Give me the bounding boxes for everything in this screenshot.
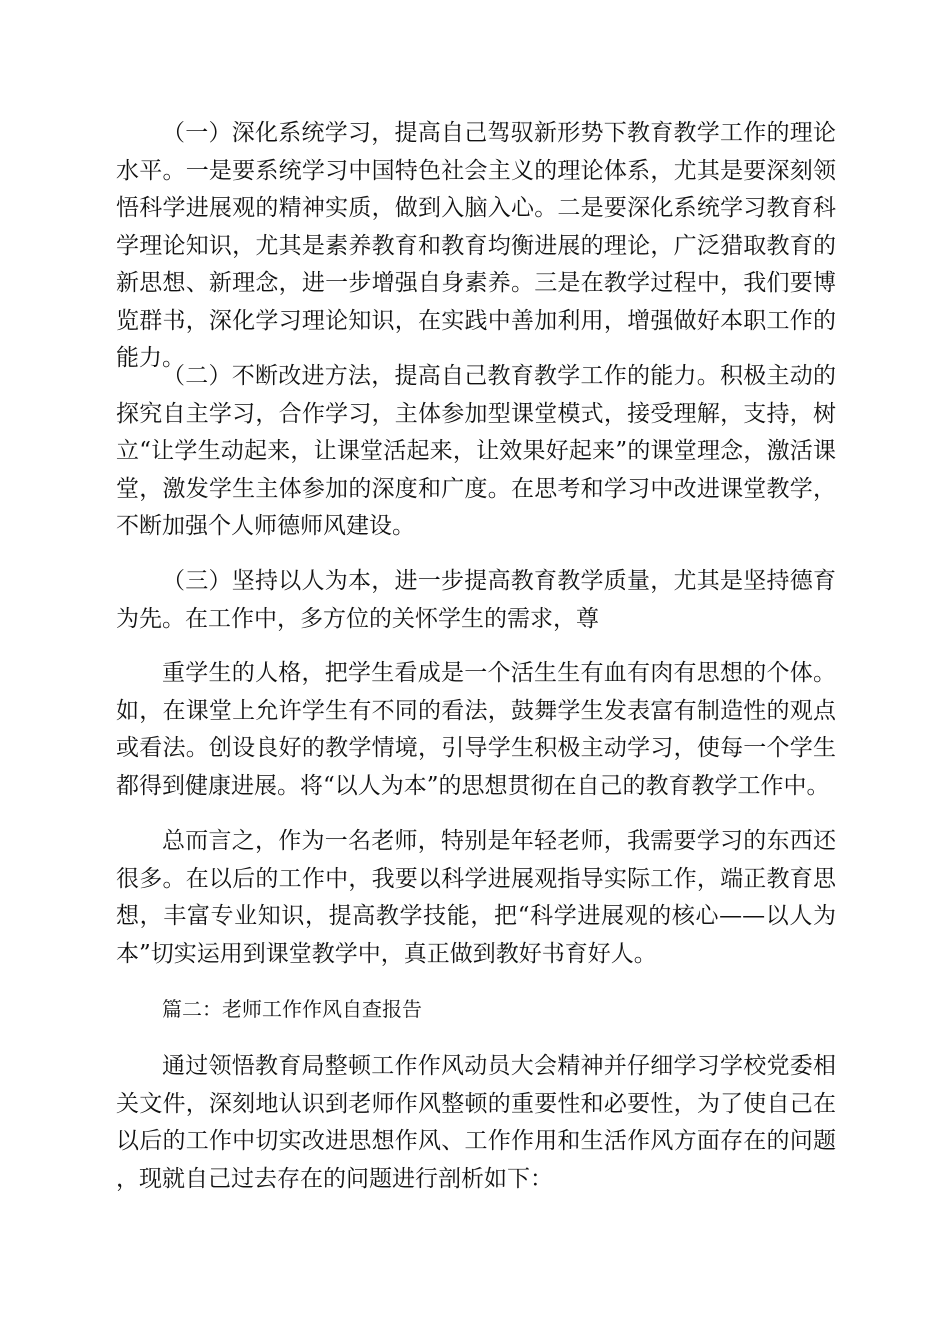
paragraph-study-theory: （一）深化系统学习，提高自己驾驭新形势下教育教学工作的理论水平。一是要系统学习中国特色社会主义的理论体系，尤其是要深刻领悟科学进展观的精神实质，做到入脑入心。二是要深化系统学习教育科学理论知识，尤其是素养教育和教育均衡进展的理论，广泛猎取教育的新思想、新理念，进一步增强自身素养。三是在教学过程中，我们要博览群书，深化学习理论知识，在实践中善加利用，增强做好本职工作的能力。 [116, 120, 836, 371]
paragraph-improve-methods: （二）不断改进方法，提高自己教育教学工作的能力。积极主动的探究自主学习，合作学习，主体参加型课堂模式，接受理解，支持，树立“让学生动起来，让课堂活起来，让效果好起来”的课堂理念，激活课堂，激发学生主体参加的深度和广度。在思考和学习中改进课堂教学，不断加强个人师德师风建设。 [116, 363, 836, 539]
paragraph-people-oriented: （三）坚持以人为本，进一步提高教育教学质量，尤其是坚持德育为先。在工作中，多方位的关怀学生的需求，尊 [116, 568, 836, 632]
paragraph-self-inspection-intro: 通过领悟教育局整顿工作作风动员大会精神并仔细学习学校党委相关文件，深刻地认识到老师作风整顿的重要性和必要性，为了使自己在以后的工作中切实改进思想作风、工作作用和生活作风方面存在的问题，现就自己过去存在的问题进行剖析如下： [116, 1053, 836, 1192]
paragraph-respect-students: 重学生的人格，把学生看成是一个活生生有血有肉有思想的个体。如，在课堂上允许学生有不同的看法，鼓舞学生发表富有制造性的观点或看法。创设良好的教学情境，引导学生积极主动学习，使每一个学生都得到健康进展。将“以人为本”的思想贯彻在自己的教育教学工作中。 [116, 660, 836, 799]
section-heading: 篇二：老师工作作风自查报告 [162, 997, 422, 1021]
paragraph-conclusion: 总而言之，作为一名老师，特别是年轻老师，我需要学习的东西还很多。在以后的工作中，我要以科学进展观指导实际工作，端正教育思想，丰富专业知识，提高教学技能，把“科学进展观的核心——以人为本”切实运用到课堂教学中，真正做到教好书育好人。 [116, 828, 836, 967]
